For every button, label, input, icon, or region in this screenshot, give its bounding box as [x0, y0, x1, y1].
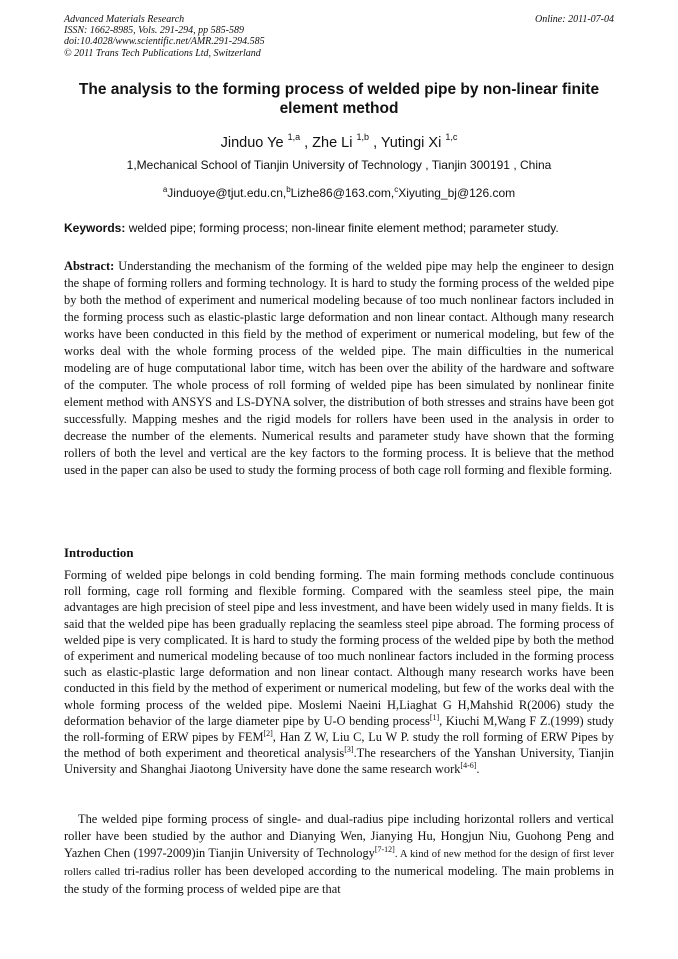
author-emails	[64, 182, 614, 201]
author-name: Zhe Li	[312, 135, 353, 151]
author-affiliation-mark: 1,c	[445, 132, 458, 142]
journal-name: Advanced Materials Research	[64, 14, 185, 25]
author-name: Yutingi Xi	[380, 135, 442, 151]
copyright-line: © 2011 Trans Tech Publications Ltd, Switzerland	[64, 47, 261, 59]
issn-line: ISSN: 1662-8985, Vols. 291-294, pp 585-589	[64, 25, 244, 37]
paragraph-text: . A kind of new method for the design of first lever rollers called	[64, 849, 614, 878]
intro-paragraph-2	[64, 811, 614, 898]
paragraph-text: The welded pipe forming process of single- and dual-radius pipe including horizontal rollers and vertical roller have been studied by the author and Dianying Wen, Jianying Hu, Hongjun Niu, Guohong Peng and Yazhen Chen (1997-2009)in Tianjin University of Technology	[64, 812, 614, 860]
keywords	[64, 221, 614, 236]
intro-paragraph-1	[64, 567, 614, 778]
abstract-text: Understanding the mechanism of the forming of the welded pipe may help the engineer to design the shape of forming rollers and forming technology. It is hard to study the forming process of the welded pipe by both the method of experiment and numerical modeling because of too much nonlinear factors included in the forming process such as elastic-plastic large deformation and non linear contact. Although many research works have been conducted in this field by the method of experiment or numerical modeling, but few of the works deal with the whole forming process of the welded pipe. The main difficulties in the numerical modeling are of huge computational labor time, witch has been over the ability of the hardware and software of the computer. The whole process of roll forming of welded pipe has been simulated by nonlinear finite element method with ANSYS and LS-DYNA solver, the distribution of both stresses and strains have been got successfully. Mapping meshes and the rigid models for rollers have been used in the analysis in order to decrease the number of the elements. Numerical results and parameter study have shown that the forming rollers of both the level and vertical are the key factors to the forming process. It is believe that the method used in the paper can also be used to study the forming process of both cage roll forming and flexible forming.	[64, 259, 614, 477]
email-link[interactable]: Xiyuting_bj@126.com	[398, 186, 516, 200]
online-date: Online: 2011-07-04	[535, 14, 614, 25]
affiliation: 1,Mechanical School of Tianjin University of Technology , Tianjin 300191 , China	[126, 158, 552, 172]
author-name: Jinduo Ye	[220, 135, 284, 151]
paragraph-text: , Kiuchi M,Wang F Z.(1999) study the roll-forming of ERW pipes by FEM	[64, 713, 614, 745]
author-affiliation-mark: 1,a	[287, 132, 301, 142]
email-mark: b	[286, 185, 291, 194]
author-separator: ,	[304, 135, 313, 151]
author-separator: ,	[373, 135, 381, 151]
citation-ref[interactable]: [3]	[344, 745, 354, 755]
paragraph-text: tri-radius roller has been developed according to the numerical modeling. The main problems in the study of the forming process of welded pipe are that	[64, 864, 614, 896]
paragraph-text: Forming of welded pipe belongs in cold bending forming. The main forming methods conclude continuous roll forming, cage roll forming and flexible forming. Compared with the seamless steel pipe, the main advantages are high precision of steel pipe and less investment, and have been widely used in many fields. It is said that the welded pipe has been gradually replacing the seamless steel pipe abroad. The forming process of welded pipe is very complicated. It is hard to study the forming process of the welded pipe by both the method of experiment and numerical modeling because of too much nonlinear factors included in the forming process such as elastic-plastic large deformation and non linear contact. Although many research works have been conducted in this field by the method of experiment or numerical modeling, but few of the works deal with the whole forming process of the welded pipe. Moslemi Naeini H,Liaghat G H,Mahshid R(2006) study the deformation behavior of the large diameter pipe by U-O bending process	[64, 568, 614, 728]
email-mark: a	[162, 185, 168, 194]
paragraph-text: , Han Z W, Liu C, Lu W P. study the roll forming of ERW Pipes by the method of both experiment and theoretical analysis	[64, 730, 614, 761]
citation-ref[interactable]: [1]	[429, 712, 440, 722]
citation-ref[interactable]: [2]	[263, 729, 273, 739]
abstract-label: Abstract:	[64, 259, 115, 273]
keywords-text: welded pipe; forming process; non-linear finite element method; parameter study.	[125, 221, 559, 235]
email-mark: c	[394, 185, 399, 194]
paragraph-text: .	[476, 762, 480, 777]
citation-ref[interactable]: [7-12]	[374, 845, 395, 854]
paragraph-text: .The researchers of the Yanshan University, Tianjin University and Shanghai Jiaotong University have done the same research work	[64, 746, 614, 777]
author-affiliation-mark: 1,b	[356, 132, 370, 142]
email-link[interactable]: Jinduoye@tjut.edu.cn,	[167, 186, 287, 200]
email-link[interactable]: Lizhe86@163.com,	[290, 186, 395, 200]
citation-ref[interactable]: [4-6]	[460, 761, 477, 771]
paper-title: The analysis to the forming process of welded pipe by non-linear finite element method	[78, 81, 600, 117]
doi-line: doi:10.4028/www.scientific.net/AMR.291-294.585	[64, 36, 265, 48]
journal-header	[64, 14, 265, 59]
section-heading-introduction: Introduction	[64, 546, 134, 560]
keywords-label: Keywords:	[64, 221, 126, 235]
author-list	[64, 128, 614, 152]
abstract	[64, 258, 614, 479]
